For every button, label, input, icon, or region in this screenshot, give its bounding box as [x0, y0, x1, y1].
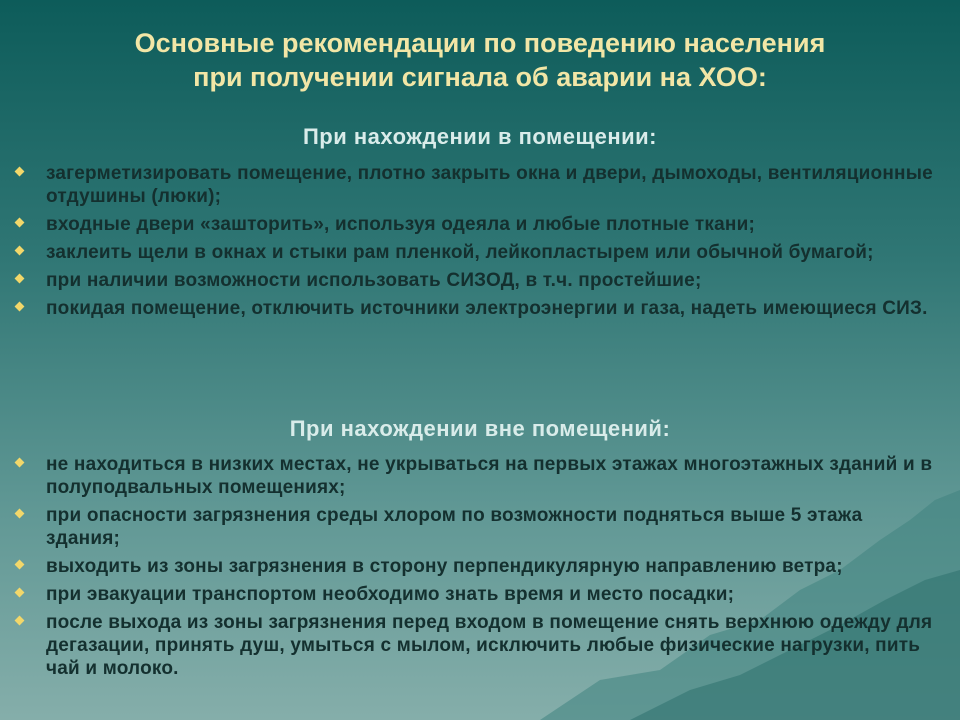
slide-title — [0, 26, 960, 94]
diamond-bullet-icon — [15, 246, 25, 256]
list-item: после выхода из зоны загрязнения перед входом в помещение снять верхнюю одежду для дегазации, принять душ, умыться с мылом, исключить любые физические нагрузки, пить чай и молоко. — [0, 611, 960, 680]
section-heading-indoors: При нахождении в помещении: — [302, 124, 658, 149]
diamond-bullet-icon — [15, 167, 25, 177]
diamond-bullet-icon — [15, 302, 25, 312]
diamond-bullet-icon — [15, 458, 25, 468]
list-item: при наличии возможности использовать СИЗОД, в т.ч. простейшие; — [0, 269, 960, 292]
outdoor-recommendations-list — [0, 453, 960, 685]
section-heading-outdoors: При нахождении вне помещений: — [289, 416, 671, 441]
list-item: выходить из зоны загрязнения в сторону перпендикулярную направлению ветра; — [0, 555, 960, 578]
diamond-bullet-icon — [15, 588, 25, 598]
diamond-bullet-icon — [15, 274, 25, 284]
title-line-2: при получении сигнала об аварии на ХОО: — [193, 62, 767, 92]
indoor-recommendations-list — [0, 162, 960, 325]
list-item: при опасности загрязнения среды хлором по возможности подняться выше 5 этажа здания; — [0, 504, 960, 550]
diamond-bullet-icon — [15, 218, 25, 228]
list-item: заклеить щели в окнах и стыки рам пленкой, лейкопластырем или обычной бумагой; — [0, 241, 960, 264]
list-item: загерметизировать помещение, плотно закрыть окна и двери, дымоходы, вентиляционные отдушины (люки); — [0, 162, 960, 208]
diamond-bullet-icon — [15, 509, 25, 519]
list-item: входные двери «зашторить», используя одеяла и любые плотные ткани; — [0, 213, 960, 236]
list-item: при эвакуации транспортом необходимо знать время и место посадки; — [0, 583, 960, 606]
title-line-1: Основные рекомендации по поведению населения — [134, 28, 826, 58]
list-item: покидая помещение, отключить источники электроэнергии и газа, надеть имеющиеся СИЗ. — [0, 297, 960, 320]
list-item: не находиться в низких местах, не укрываться на первых этажах многоэтажных зданий и в полуподвальных помещениях; — [0, 453, 960, 499]
diamond-bullet-icon — [15, 616, 25, 626]
diamond-bullet-icon — [15, 560, 25, 570]
